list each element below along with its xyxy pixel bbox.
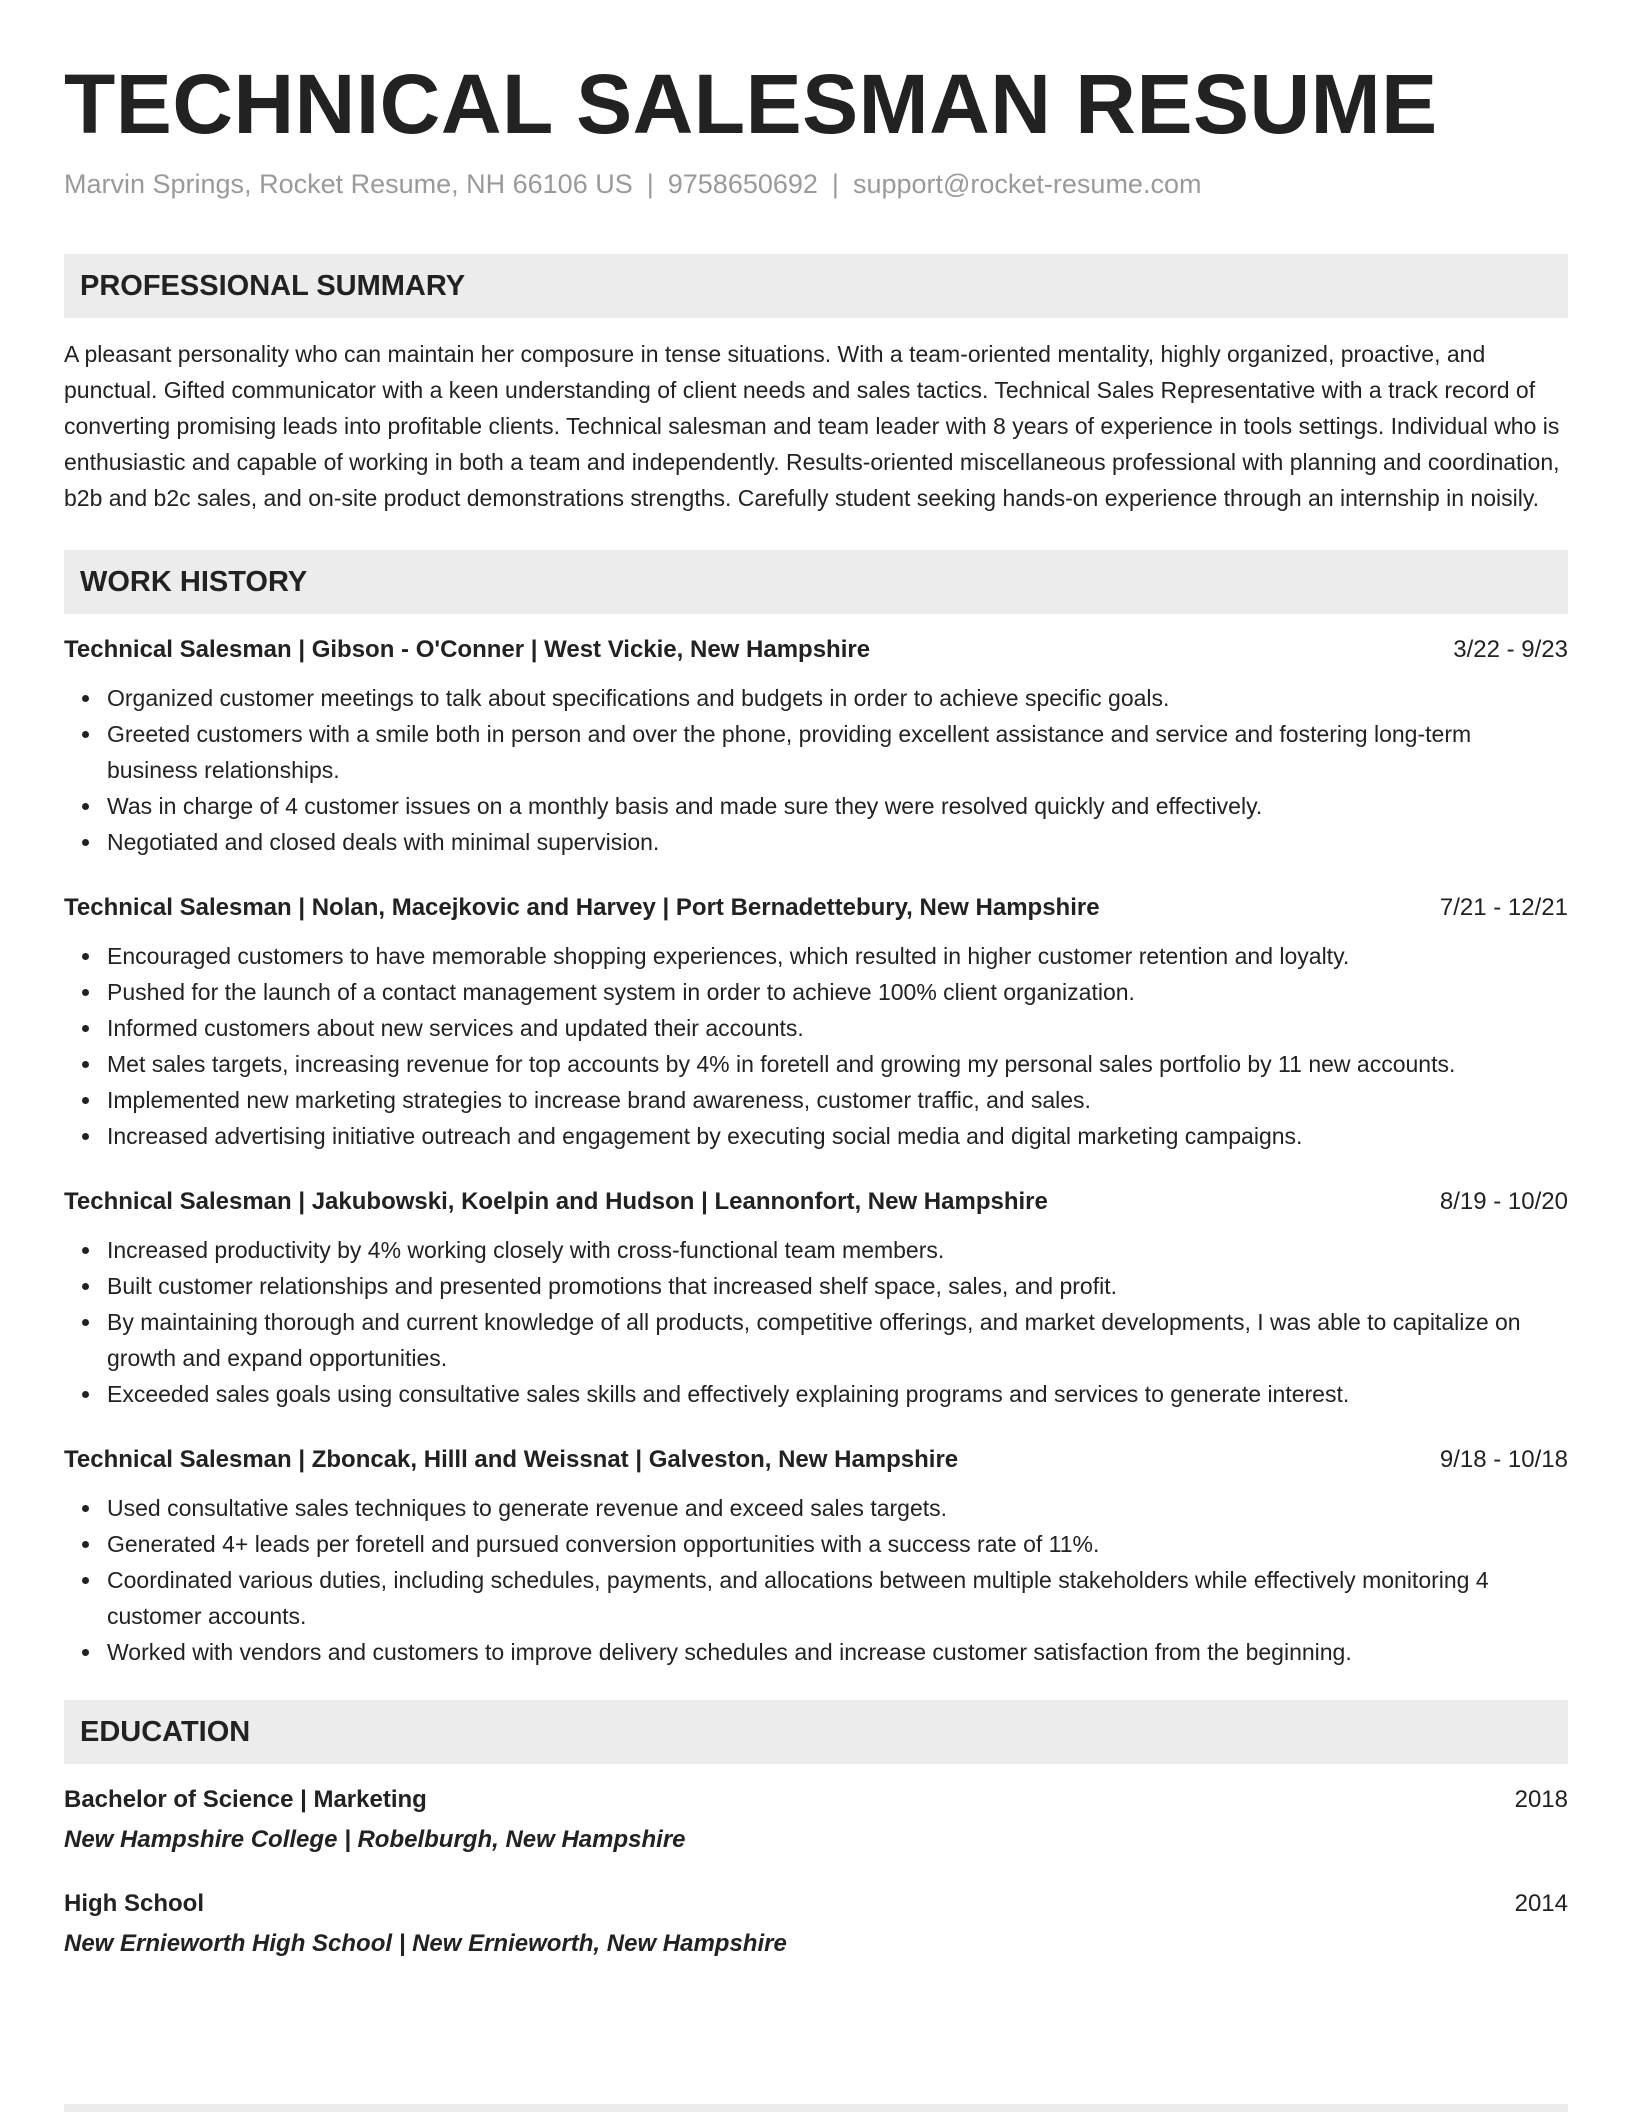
job-bullet: Organized customer meetings to talk about specifications and budgets in order to achieve specific goals.: [107, 680, 1568, 716]
job-heading: Technical Salesman | Jakubowski, Koelpin and Hudson | Leannonfort, New Hampshire: [64, 1188, 1048, 1215]
education-entry: [64, 1782, 1568, 1858]
resume-title: TECHNICAL SALESMAN RESUME: [64, 57, 1438, 151]
job-bullet: By maintaining thorough and current knowledge of all products, competitive offerings, and market developments, I was able to capitalize on growth and expand opportunities.: [107, 1304, 1568, 1376]
job-header: [64, 1184, 1568, 1220]
job-heading: Technical Salesman | Gibson - O'Conner | West Vickie, New Hampshire: [64, 636, 871, 663]
summary-text: A pleasant personality who can maintain her composure in tense situations. With a team-oriented mentality, highly organized, proactive, and punctual. Gifted communicator with a keen understanding of client needs and sales tactics. Technical Sales Representative with a track record of converting promising leads into profitable clients. Technical salesman and team leader with 8 years of experience in tools settings. Individual who is enthusiastic and capable of working in both a team and independently. Results-oriented miscellaneous professional with planning and coordination, b2b and b2c sales, and on-site product demonstrations strengths. Carefully student seeking hands-on experience through an internship in noisily.: [64, 341, 1560, 511]
contact-email: support@rocket-resume.com: [852, 169, 1202, 199]
job-bullet: Was in charge of 4 customer issues on a monthly basis and made sure they were resolved quickly and effectively.: [107, 788, 1568, 824]
job-entry: [64, 632, 1568, 860]
job-dates: 3/22 - 9/23: [1453, 636, 1568, 663]
contact-separator: |: [646, 169, 654, 199]
education-school: New Ernieworth High School | New Ernieworth, New Hampshire: [64, 1930, 787, 1957]
job-bullet: Pushed for the launch of a contact management system in order to achieve 100% client organization.: [107, 974, 1568, 1010]
education-year: 2014: [1514, 1890, 1568, 1917]
job-bullet: Greeted customers with a smile both in person and over the phone, providing excellent assistance and service and fostering long-term business relationships.: [107, 716, 1568, 788]
education-degree: High School: [64, 1890, 204, 1917]
job-bullet: Built customer relationships and presented promotions that increased shelf space, sales, and profit.: [107, 1268, 1568, 1304]
contact-line: [64, 166, 1568, 202]
education-degree: Bachelor of Science | Marketing: [64, 1786, 427, 1813]
job-bullet: Increased productivity by 4% working closely with cross-functional team members.: [107, 1232, 1568, 1268]
job-entry: [64, 890, 1568, 1154]
job-bullet: Generated 4+ leads per foretell and pursued conversion opportunities with a success rate of 11%.: [107, 1526, 1568, 1562]
contact-address: Marvin Springs, Rocket Resume, NH 66106 US: [64, 169, 633, 199]
job-bullet: Encouraged customers to have memorable shopping experiences, which resulted in higher customer retention and loyalty.: [107, 938, 1568, 974]
job-heading: Technical Salesman | Zboncak, Hilll and Weissnat | Galveston, New Hampshire: [64, 1446, 959, 1473]
education-school: New Hampshire College | Robelburgh, New Hampshire: [64, 1826, 686, 1853]
job-bullets: [64, 680, 1568, 860]
job-dates: 8/19 - 10/20: [1439, 1188, 1568, 1215]
job-bullet: Implemented new marketing strategies to increase brand awareness, customer traffic, and sales.: [107, 1082, 1568, 1118]
next-section-header-edge: [64, 2104, 1568, 2112]
job-bullet: Coordinated various duties, including schedules, payments, and allocations between multiple stakeholders while effectively monitoring 4 customer accounts.: [107, 1562, 1568, 1634]
job-bullet: Informed customers about new services and updated their accounts.: [107, 1010, 1568, 1046]
job-entry: [64, 1184, 1568, 1412]
job-bullet: Exceeded sales goals using consultative sales skills and effectively explaining programs and services to generate interest.: [107, 1376, 1568, 1412]
job-heading: Technical Salesman | Nolan, Macejkovic and Harvey | Port Bernadettebury, New Hampshire: [64, 894, 1100, 921]
job-header: [64, 632, 1568, 668]
job-bullet: Used consultative sales techniques to generate revenue and exceed sales targets.: [107, 1490, 1568, 1526]
job-bullets: [64, 938, 1568, 1154]
job-bullets: [64, 1232, 1568, 1412]
education-header: [64, 1782, 1568, 1818]
job-dates: 7/21 - 12/21: [1439, 894, 1568, 921]
job-bullet: Worked with vendors and customers to improve delivery schedules and increase customer satisfaction from the beginning.: [107, 1634, 1568, 1670]
job-bullets: [64, 1490, 1568, 1670]
section-header-education: EDUCATION: [64, 1700, 1568, 1764]
job-header: [64, 1442, 1568, 1478]
section-header-work-history: WORK HISTORY: [64, 550, 1568, 614]
job-header: [64, 890, 1568, 926]
job-bullet: Met sales targets, increasing revenue for top accounts by 4% in foretell and growing my personal sales portfolio by 11 new accounts.: [107, 1046, 1568, 1082]
education-year: 2018: [1514, 1786, 1568, 1813]
job-entry: [64, 1442, 1568, 1670]
job-bullet: Negotiated and closed deals with minimal supervision.: [107, 824, 1568, 860]
job-dates: 9/18 - 10/18: [1439, 1446, 1568, 1473]
contact-phone: 9758650692: [667, 169, 818, 199]
education-entry: [64, 1886, 1568, 1962]
education-header: [64, 1886, 1568, 1922]
job-bullet: Increased advertising initiative outreach and engagement by executing social media and digital marketing campaigns.: [107, 1118, 1568, 1154]
section-header-summary: PROFESSIONAL SUMMARY: [64, 254, 1568, 318]
contact-separator: |: [831, 169, 839, 199]
